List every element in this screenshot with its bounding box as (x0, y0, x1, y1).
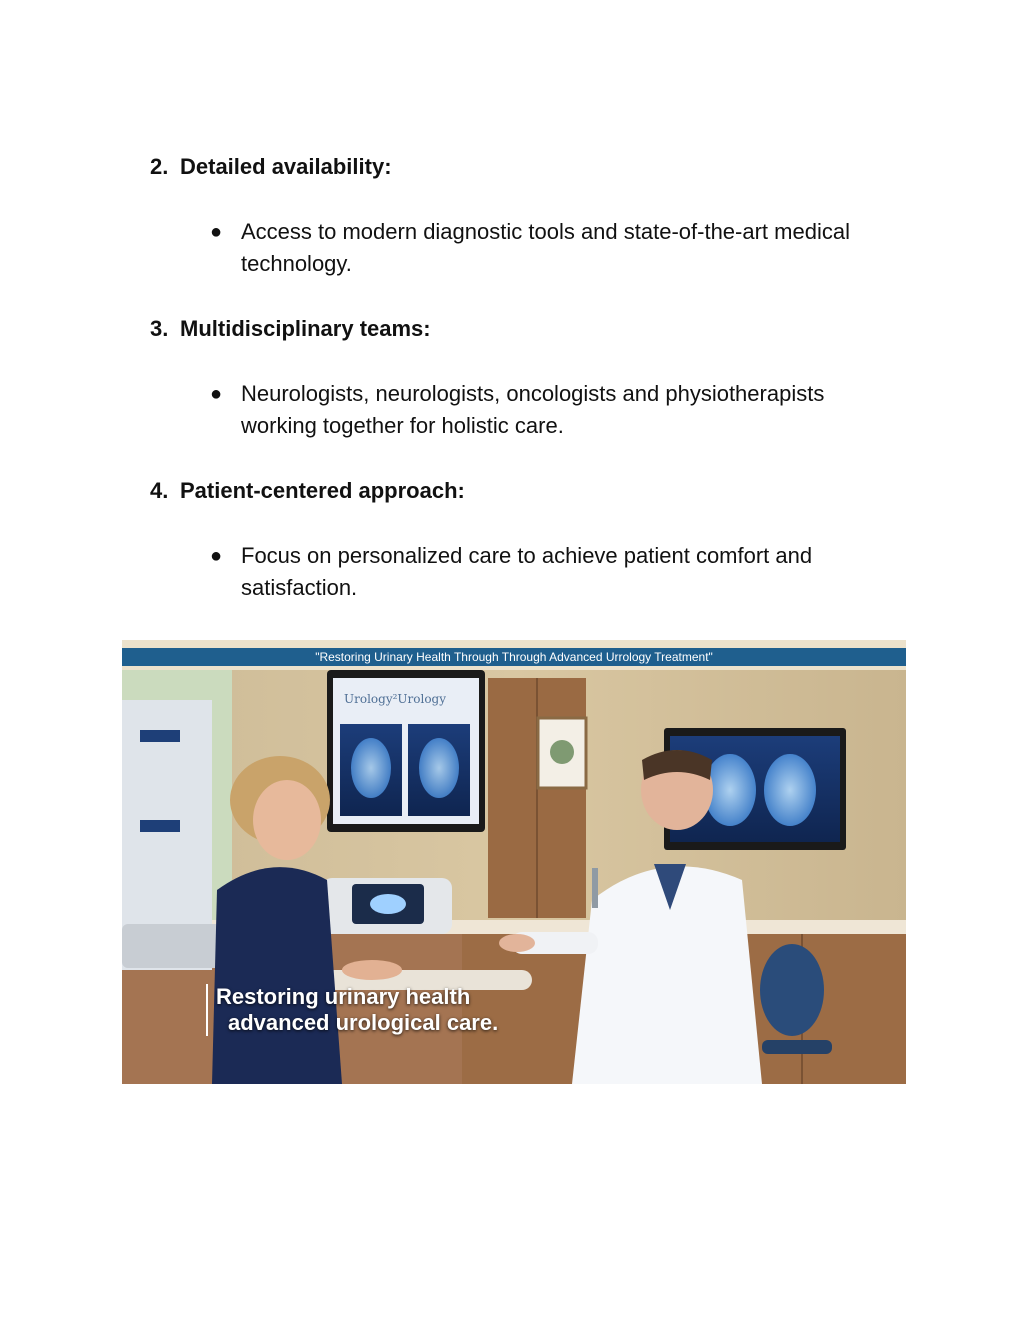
list-item-4-heading (150, 476, 910, 506)
bullet-text: Access to modern diagnostic tools and state-of-the-art medical technology. (241, 219, 850, 276)
clinic-consultation-photo (122, 640, 906, 1084)
photo-caption (206, 984, 498, 1036)
item-number: 4. (150, 478, 169, 503)
bullet-item-2 (210, 216, 900, 280)
item-number: 2. (150, 154, 169, 179)
photo-caption-line-1: Restoring urinary health (216, 984, 471, 1009)
photo-caption-line-2: advanced urological care. (228, 1010, 499, 1035)
list-item-3-heading (150, 314, 910, 344)
item-heading-text: Detailed availability: (180, 154, 392, 179)
item-heading-text: Multidisciplinary teams: (180, 316, 431, 341)
bullet-icon: ● (210, 383, 223, 405)
bullet-item-3 (210, 378, 900, 442)
bullet-icon: ● (210, 545, 223, 567)
monitor-label: Urology²Urology (344, 692, 447, 706)
list-item-2-heading (150, 152, 910, 182)
item-number: 3. (150, 316, 169, 341)
bullet-text: Focus on personalized care to achieve patient comfort and satisfaction. (241, 543, 813, 600)
photo-banner: "Restoring Urinary Health Through Through Advanced Urrology Treatment" (122, 648, 906, 666)
item-heading-text: Patient-centered approach: (180, 478, 465, 503)
bullet-icon: ● (210, 221, 223, 243)
bullet-text: Neurologists, neurologists, oncologists and physiotherapists working together for holistic care. (241, 381, 825, 438)
bullet-item-4 (210, 540, 900, 604)
